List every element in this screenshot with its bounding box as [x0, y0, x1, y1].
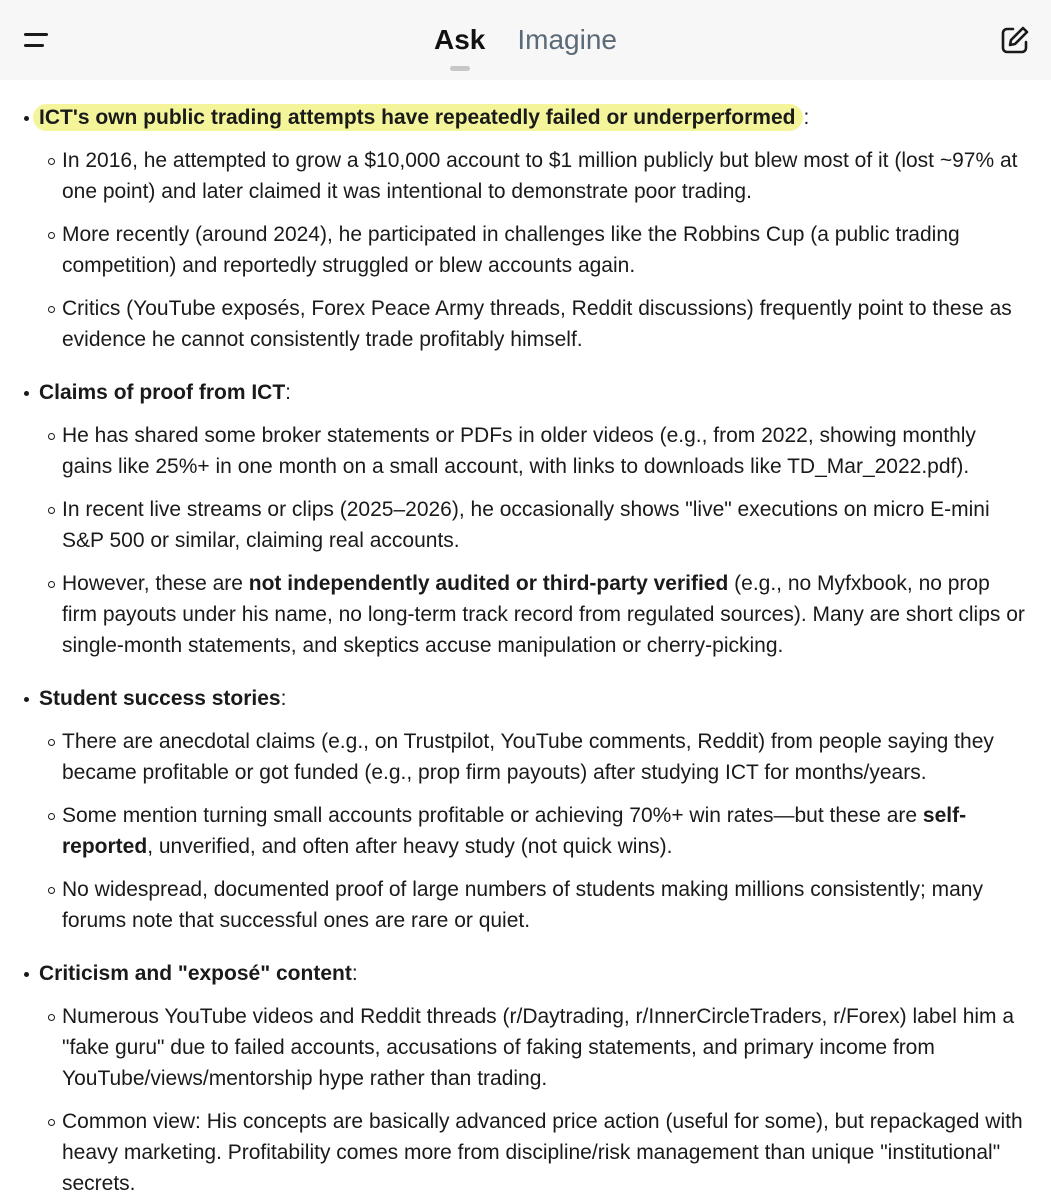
section-ict-trading-attempts	[0, 102, 1051, 355]
bullet-point	[24, 697, 29, 702]
item-text: However, these are	[62, 572, 249, 595]
list-item	[39, 494, 1027, 556]
sub-bullet	[48, 1119, 55, 1126]
list-item	[39, 568, 1027, 661]
list-item	[39, 293, 1027, 355]
list-item	[39, 800, 1027, 862]
item-text: In recent live streams or clips (2025–2026), he occasionally shows "live" executions on micro E-mini S&P 500 or similar, claiming real accounts.	[62, 498, 990, 552]
edit-pencil-icon[interactable]	[999, 24, 1031, 56]
section-criticism	[0, 958, 1051, 1199]
active-tab-indicator	[450, 66, 470, 71]
tab-imagine[interactable]: Imagine	[517, 24, 617, 55]
list-item	[39, 1001, 1027, 1094]
sub-list	[39, 1001, 1051, 1199]
bullet-point	[24, 972, 29, 977]
list-item	[39, 874, 1027, 936]
item-text: More recently (around 2024), he participated in challenges like the Robbins Cup (a public trading competition) and reportedly struggled or blew accounts again.	[62, 223, 960, 277]
section-student-success	[0, 683, 1051, 936]
highlighted-text: ICT's own public trading attempts have repeatedly failed or underperformed	[33, 104, 803, 131]
sub-bullet	[48, 158, 55, 165]
section-heading: Claims of proof from ICT:	[39, 381, 292, 404]
item-text: , unverified, and often after heavy study (not quick wins).	[147, 835, 673, 858]
sub-bullet	[48, 507, 55, 514]
sub-list	[39, 726, 1051, 936]
sub-list	[39, 145, 1051, 355]
section-heading: Criticism and "exposé" content:	[39, 962, 358, 985]
item-text: Common view: His concepts are basically advanced price action (useful for some), but repackaged with heavy marketing. Profitability comes more from discipline/risk management than unique "institutional" secrets.	[62, 1110, 1023, 1195]
sub-list	[39, 420, 1051, 661]
item-bold-text: self-reported	[62, 804, 967, 858]
sub-bullet	[48, 433, 55, 440]
item-text: Numerous YouTube videos and Reddit threads (r/Daytrading, r/InnerCircleTraders, r/Forex) label him a "fake guru" due to failed accounts, accusations of faking statements, and primary income from YouTube/views/mentorship hype rather than trading.	[62, 1005, 1015, 1090]
sub-bullet	[48, 887, 55, 894]
list-item	[39, 219, 1027, 281]
item-text: Critics (YouTube exposés, Forex Peace Army threads, Reddit discussions) frequently point to these as evidence he cannot consistently trade profitably himself.	[62, 297, 1012, 351]
item-text: No widespread, documented proof of large numbers of students making millions consistently; many forums note that successful ones are rare or quiet.	[62, 878, 983, 932]
sub-bullet	[48, 581, 55, 588]
list-item	[39, 420, 1027, 482]
section-heading: ICT's own public trading attempts have repeatedly failed or underperformed :	[39, 102, 1051, 133]
section-claims-of-proof	[0, 377, 1051, 661]
item-text: He has shared some broker statements or PDFs in older videos (e.g., from 2022, showing monthly gains like 25%+ in one month on a small account, with links to downloads like TD_Mar_2022.pdf).	[62, 424, 976, 478]
item-text: In 2016, he attempted to grow a $10,000 account to $1 million publicly but blew most of it (lost ~97% at one point) and later claimed it was intentional to demonstrate poor trading.	[62, 149, 1018, 203]
list-item	[39, 726, 1027, 788]
bullet-point	[24, 391, 29, 396]
response-content	[0, 80, 1051, 1200]
sub-bullet	[48, 739, 55, 746]
list-item	[39, 1106, 1027, 1199]
item-bold-text: not independently audited or third-party verified	[248, 572, 729, 595]
sub-bullet	[48, 813, 55, 820]
item-text: (e.g., no Myfxbook, no prop firm payouts under his name, no long-term track record from regulated sources). Many are short clips or single-month statements, and skeptics accuse manipulation or cherry-picking.	[62, 572, 1025, 657]
tab-ask[interactable]: Ask	[434, 24, 486, 55]
sub-bullet	[48, 1014, 55, 1021]
item-text: Some mention turning small accounts profitable or achieving 70%+ win rates—but these are	[62, 804, 923, 827]
sub-bullet	[48, 232, 55, 239]
item-text: There are anecdotal claims (e.g., on Trustpilot, YouTube comments, Reddit) from people saying they became profitable or got funded (e.g., prop firm payouts) after studying ICT for months/years.	[62, 730, 994, 784]
top-navigation-bar	[0, 0, 1051, 80]
section-heading: Student success stories:	[39, 687, 287, 710]
mode-tabs	[0, 18, 1051, 62]
response-list	[0, 102, 1051, 1200]
list-item	[39, 145, 1027, 207]
sub-bullet	[48, 306, 55, 313]
bullet-point	[24, 116, 29, 121]
